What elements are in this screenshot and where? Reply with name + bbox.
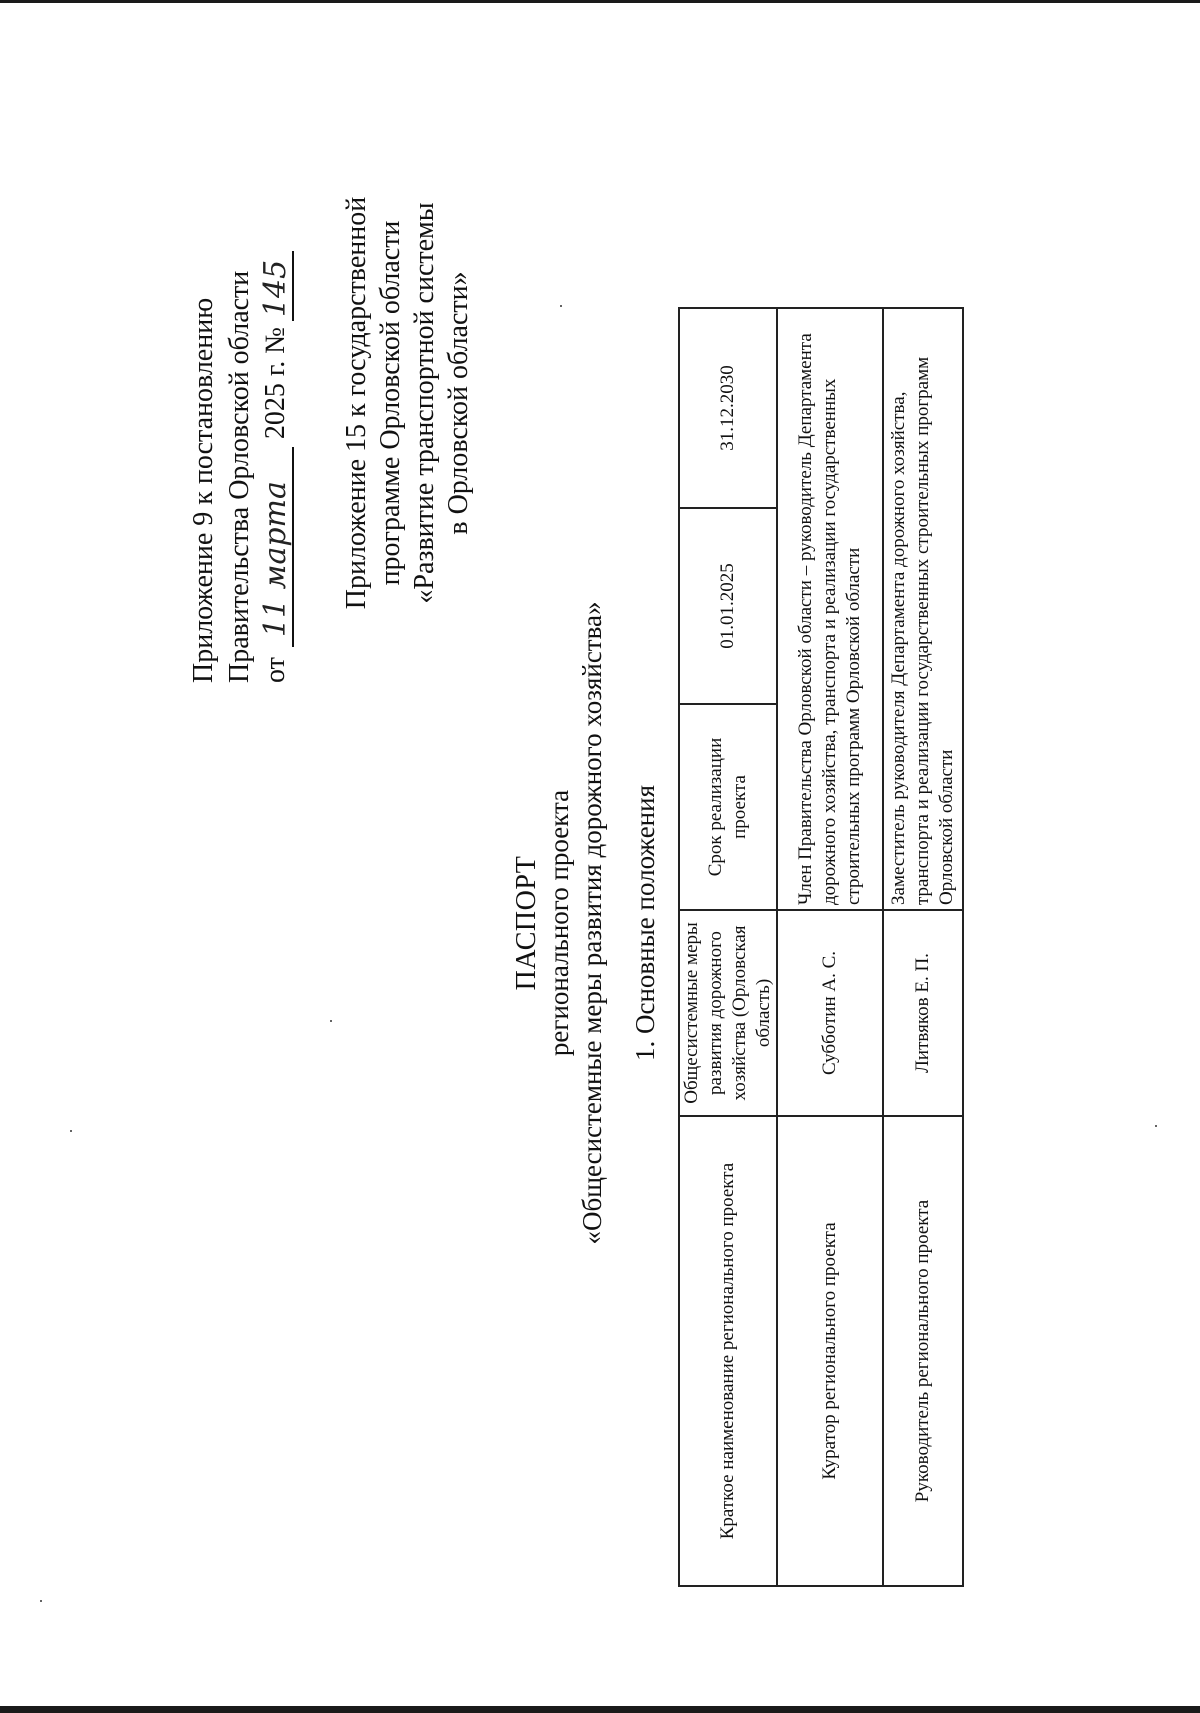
table-row	[777, 308, 883, 1586]
project-short-name: Общесистемные меры развития дорожного хозяйства (Орловская область)	[679, 910, 777, 1116]
document-title	[510, 573, 609, 1273]
program-line-1: Приложение 15 к государственной	[341, 196, 372, 610]
head-name: Литвяков Е. П.	[883, 910, 963, 1116]
start-date: 01.01.2025	[679, 508, 777, 704]
head-position: Заместитель руководителя Департамента дорожного хозяйства, транспорта и реализации государственных строительных программ Орловской области	[883, 308, 963, 910]
program-line-4: в Орловской области»	[443, 271, 474, 535]
section-heading: 1. Основные положения	[630, 785, 660, 1061]
title-passport: ПАСПОРТ	[511, 855, 542, 991]
row-label-short-name: Краткое наименование регионального проекта	[679, 1116, 777, 1586]
approval-date-line	[258, 123, 294, 683]
program-line-3: «Развитие транспортной системы	[409, 202, 440, 604]
approval-line-1: Приложение 9 к постановлению	[188, 297, 219, 683]
handwritten-date: 11 марта	[258, 481, 293, 638]
program-appendix	[340, 123, 476, 683]
program-line-2: программе Орловской области	[375, 220, 406, 586]
curator-position: Член Правительства Орловской области – руководитель Департамента дорожного хозяйства, транспорта и реализации государственных строительных программ Орловской области	[777, 308, 883, 910]
table-row	[883, 308, 963, 1586]
approval-ot: от	[260, 657, 291, 683]
title-project-name: «Общесистемные меры развития дорожного хозяйства»	[577, 601, 607, 1245]
term-label: Срок реализации проекта	[679, 704, 777, 910]
table-row	[679, 308, 777, 1586]
approval-stamp	[186, 123, 294, 683]
date-blank	[258, 447, 294, 647]
row-label-head: Руководитель регионального проекта	[883, 1116, 963, 1586]
curator-name: Субботин А. С.	[777, 910, 883, 1116]
basic-provisions-table	[678, 307, 964, 1587]
number-blank	[258, 251, 294, 321]
handwritten-number: 145	[258, 259, 293, 318]
title-subtitle: регионального проекта	[544, 789, 574, 1057]
approval-line-2: Правительства Орловской области	[224, 270, 255, 683]
end-date: 31.12.2030	[679, 308, 777, 508]
approval-year: 2025 г. №	[260, 327, 291, 440]
row-label-curator: Куратор регионального проекта	[777, 1116, 883, 1586]
